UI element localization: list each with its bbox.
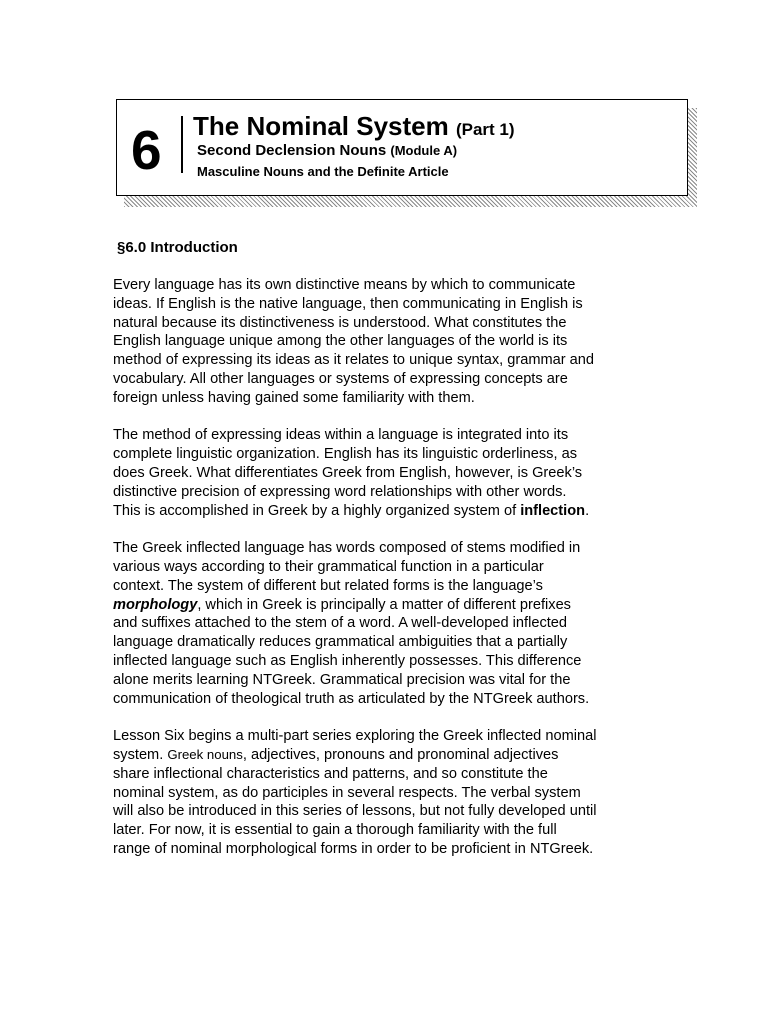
text-line: ideas. If English is the native language, then communicating in English is <box>113 295 583 312</box>
text-run: This is accomplished in Greek by a highly organized system of <box>113 502 521 519</box>
text-line: inflected language such as English inherently possesses. This difference <box>113 652 582 669</box>
text-line: various ways according to their grammatical function in a particular <box>113 558 544 575</box>
text-line: The Greek inflected language has words composed of stems modified in <box>113 540 581 557</box>
text-line: later. For now, it is essential to gain a thorough familiarity with the full <box>113 822 557 839</box>
text-line: nominal system, as do participles in several respects. The verbal system <box>113 784 581 801</box>
text-line: share inflectional characteristics and patterns, and so constitute the <box>113 765 548 782</box>
chapter-number: 6 <box>131 119 162 181</box>
text-line: English language unique among the other languages of the world is its <box>113 333 568 350</box>
text-line: communication of theological truth as articulated by the NTGreek authors. <box>113 690 590 707</box>
chapter-tagline: Masculine Nouns and the Definite Article <box>197 164 449 179</box>
text-run: , which in Greek is principally a matter of different prefixes <box>197 596 571 613</box>
text-line: context. The system of different but related forms is the language’s <box>113 577 543 594</box>
chapter-subtitle-text: Second Declension Nouns <box>197 142 387 159</box>
text-line <box>113 596 658 615</box>
chapter-header <box>116 99 688 196</box>
paragraph-3 <box>113 539 658 708</box>
chapter-subtitle <box>197 142 457 160</box>
text-line: Every language has its own distinctive means by which to communicate <box>113 277 576 293</box>
paragraph-2 <box>113 426 658 520</box>
section-heading: §6.0 Introduction <box>117 239 238 256</box>
paragraph-1 <box>113 276 658 408</box>
text-line: distinctive precision of expressing word relationships with other words. <box>113 483 567 500</box>
text-line: language dramatically reduces grammatical ambiguities that a partially <box>113 634 568 651</box>
chapter-title <box>193 111 515 145</box>
chapter-title-part: (Part 1) <box>455 120 515 139</box>
text-line: does Greek. What differentiates Greek from English, however, is Greek’s <box>113 464 583 481</box>
text-line: foreign unless having gained some familiarity with them. <box>113 389 475 406</box>
text-run: , adjectives, pronouns and pronominal adjectives <box>242 746 559 763</box>
text-line: alone merits learning NTGreek. Grammatical precision was vital for the <box>113 671 571 688</box>
term-morphology: morphology <box>113 596 198 613</box>
text-run: . <box>585 502 590 519</box>
text-line: vocabulary. All other languages or systems of expressing concepts are <box>113 370 568 387</box>
text-line: method of expressing its ideas as it relates to unique syntax, grammar and <box>113 352 595 369</box>
body-text <box>113 276 658 878</box>
paragraph-4 <box>113 727 658 859</box>
text-line: will also be introduced in this series of lessons, but not fully developed until <box>113 803 597 820</box>
text-run-small: Greek nouns <box>167 746 243 762</box>
text-line: natural because its distinctiveness is understood. What constitutes the <box>113 314 567 331</box>
text-line: The method of expressing ideas within a language is integrated into its <box>113 427 569 444</box>
text-line: complete linguistic organization. English has its linguistic orderliness, as <box>113 446 577 463</box>
chapter-subtitle-module: (Module A) <box>390 143 458 158</box>
text-line <box>113 502 658 521</box>
chapter-title-text: The Nominal System <box>193 111 449 141</box>
term-inflection: inflection <box>520 502 586 519</box>
text-line: range of nominal morphological forms in order to be proficient in NTGreek. <box>113 840 594 857</box>
text-line: and suffixes attached to the stem of a word. A well-developed inflected <box>113 615 568 632</box>
text-line: Lesson Six begins a multi-part series exploring the Greek inflected nominal <box>113 728 597 745</box>
text-line <box>113 746 658 765</box>
header-divider <box>181 116 183 173</box>
text-run: system. <box>113 746 168 763</box>
